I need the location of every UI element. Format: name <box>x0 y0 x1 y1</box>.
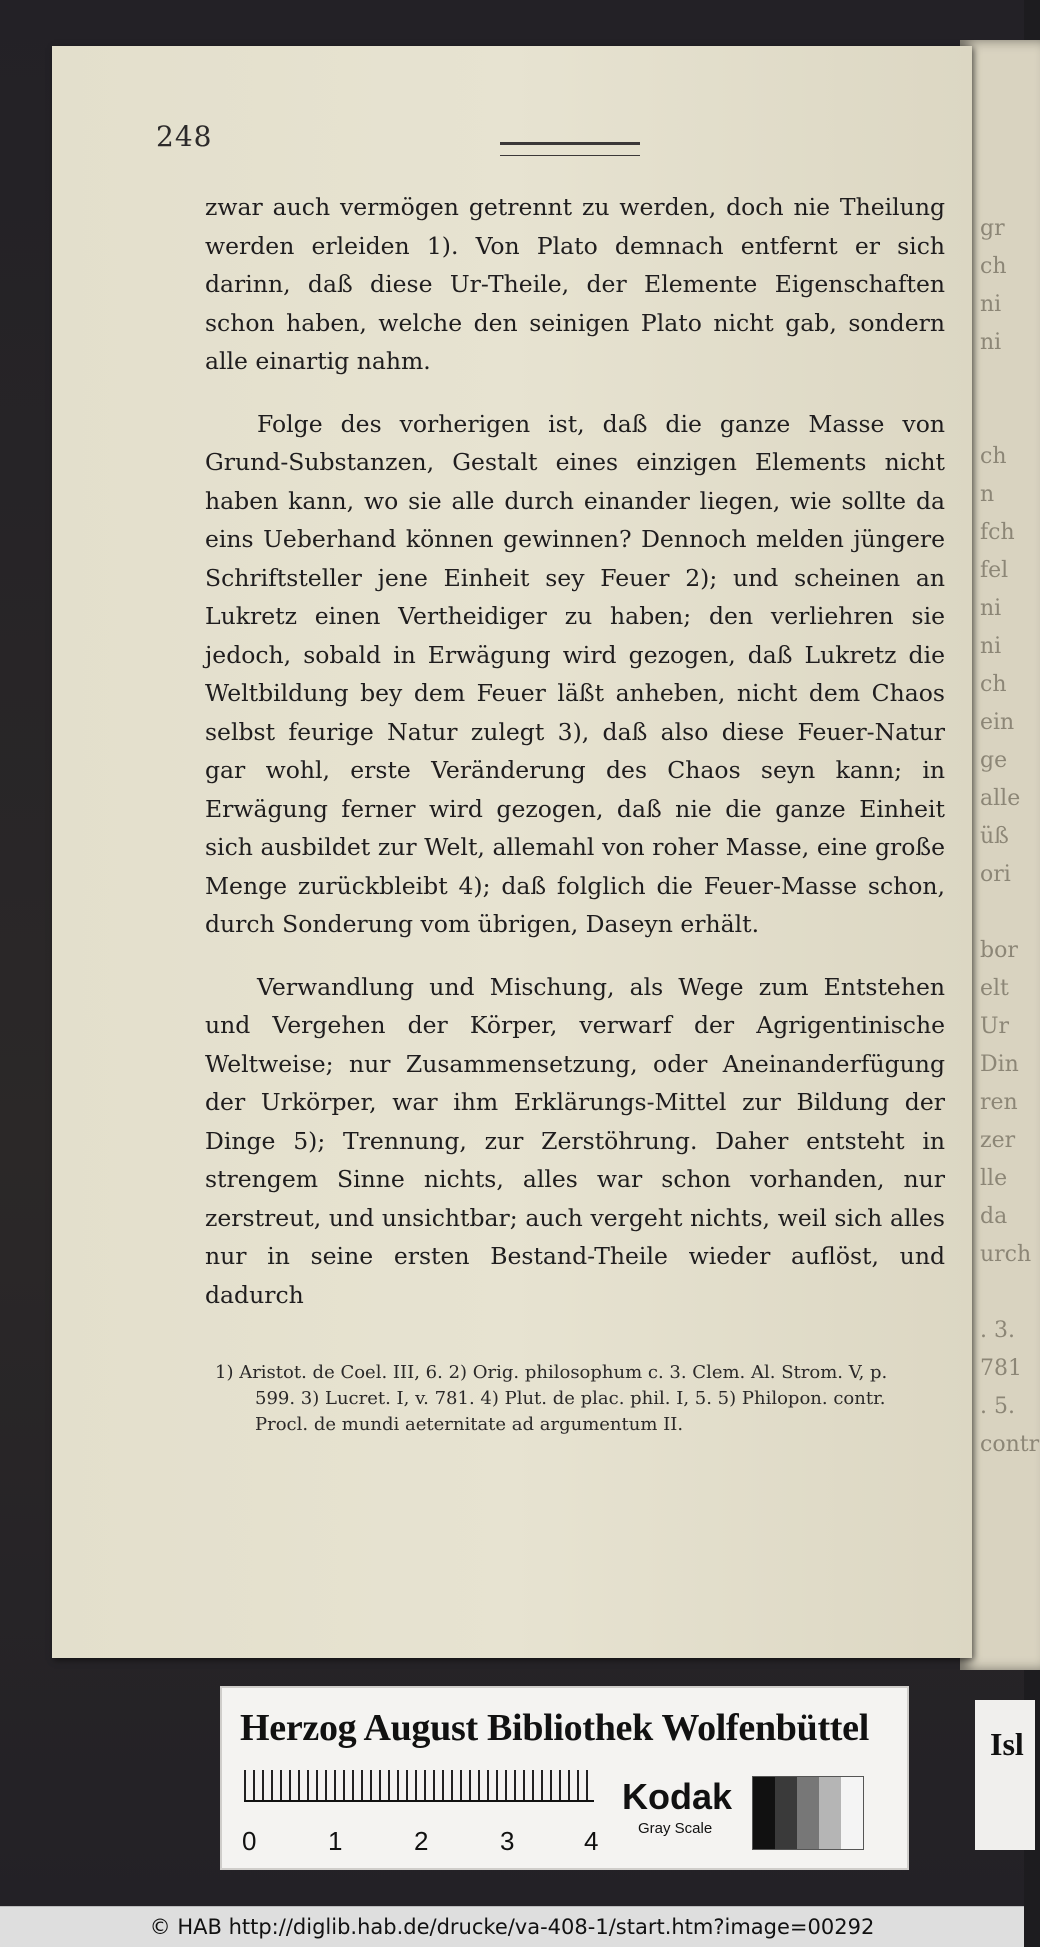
credit-footer <box>0 1906 1024 1947</box>
ruler-number: 4 <box>584 1826 599 1856</box>
paragraph: zwar auch vermögen getrennt zu werden, doch nie Theilung werden erleiden 1). Von Plato demnach entfernt er sich darinn, daß diese Ur-Theile, der Elemente Eigenschaften schon haben, welche den seinigen Plato nicht gab, sondern alle einartig nahm. <box>205 193 945 375</box>
color-calibration-bar <box>220 1686 909 1870</box>
adjacent-calibration-bar <box>975 1700 1035 1850</box>
adjacent-bar-text: Isl <box>990 1726 1024 1762</box>
gray-swatch <box>797 1777 819 1849</box>
gray-swatch <box>775 1777 797 1849</box>
gray-scale-label: Gray Scale <box>638 1820 713 1837</box>
library-name: Herzog August Bibliothek Wolfenbüttel <box>240 1707 869 1749</box>
paragraph: Folge des vorherigen ist, daß die ganze Masse von Grund-Substanzen, Gestalt eines einzigen Elements nicht haben kann, wo sie alle durch einander liegen, wie sollte da eins Ueberhand können gewinnen? Dennoch melden jüngere Schriftsteller jene Einheit sey Feuer 2); und scheinen an Lukretz einen Vertheidiger zu haben; den verliehren sie jedoch, sobald in Erwägung wird gezogen, daß Lukretz die Weltbildung bey dem Feuer läßt anheben, nicht dem Chaos selbst feurige Natur zulegt 3), daß also diese Feuer-Natur gar wohl, erste Veränderung des Chaos seyn kann; in Erwägung ferner wird gezogen, daß nie die ganze Einheit sich ausbildet zur Welt, allemahl von roher Masse, eine große Menge zurückbleibt 4); daß folglich die Feuer-Masse schon, durch Sonderung vom übrigen, Daseyn erhält. <box>205 409 945 938</box>
gray-scale-swatches <box>752 1776 864 1850</box>
next-page-text: gr ch ni ni ch n fch fel ni ni ch ein ge alle üß ori bor elt Ur Din ren zer lle da urch . 3. 781 . 5. contr <box>980 216 1040 1457</box>
ruler-number: 3 <box>500 1826 515 1856</box>
credit-text: © HAB http://diglib.hab.de/drucke/va-408-1/start.htm?image=00292 <box>149 1915 875 1939</box>
ruler-number: 1 <box>328 1826 343 1856</box>
ruler-number: 0 <box>242 1826 257 1856</box>
gray-swatch <box>819 1777 841 1849</box>
kodak-logo: Kodak <box>622 1776 733 1817</box>
footnote: 1) Aristot. de Coel. III, 6. 2) Orig. philosophum c. 3. Clem. Al. Strom. V, p. 599. 3) Lucret. I, v. 781. 4) Plut. de plac. phil. I, 5. 5) Philopon. contr. Procl. de mundi aeternitate ad argumentum II. <box>215 1362 888 1435</box>
page-body <box>205 188 945 1314</box>
footnotes <box>215 1360 915 1438</box>
header-ornament <box>500 142 640 156</box>
gray-swatch <box>841 1777 863 1849</box>
scale-ruler <box>244 1770 594 1802</box>
page-number: 248 <box>156 120 213 153</box>
paragraph: Verwandlung und Mischung, als Wege zum Entstehen und Vergehen der Körper, verwarf der Agrigentinische Weltweise; nur Zusammensetzung, oder Aneinanderfügung der Urkörper, war ihm Erklärungs-Mittel zur Bildung der Dinge 5); Trennung, zur Zerstöhrung. Daher entsteht in strengem Sinne nichts, alles war schon vorhanden, nur zerstreut, und unsichtbar; auch vergeht nichts, weil sich alles nur in seine ersten Bestand-Theile wieder auflöst, und dadurch <box>205 972 945 1309</box>
gray-swatch <box>753 1777 775 1849</box>
ruler-number: 2 <box>414 1826 429 1856</box>
